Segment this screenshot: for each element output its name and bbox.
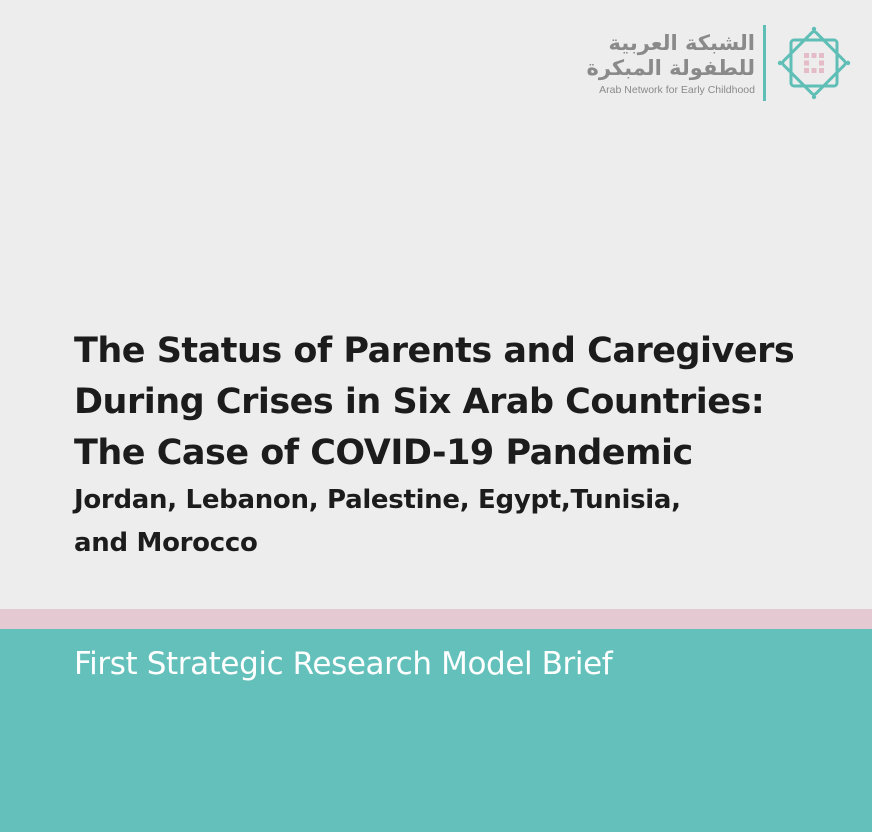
title-line-3: The Case of COVID-19 Pandemic [74,433,693,473]
logo-arabic-line-2: للطفولة المبكرة [586,55,755,80]
title-line-2: During Crises in Six Arab Countries: [74,382,765,422]
document-title [74,326,854,479]
logo-arabic-line-1: الشبكة العربية [608,30,755,55]
organization-logo [586,22,854,104]
logo-divider [763,25,766,101]
title-line-1: The Status of Parents and Caregivers [74,331,795,371]
subtitle-line-1: Jordan, Lebanon, Palestine, Egypt,Tunisia, [74,485,681,515]
logo-english-name: Arab Network for Early Childhood [599,83,755,96]
document-subtitle [74,479,854,565]
brief-series-label: First Strategic Research Model Brief [74,646,613,682]
subtitle-line-2: and Morocco [74,528,258,558]
logo-text [586,31,755,96]
pink-divider-stripe [0,609,872,629]
title-block [74,326,854,565]
brief-band [0,629,872,832]
octagonal-star-logo-icon [774,23,854,103]
